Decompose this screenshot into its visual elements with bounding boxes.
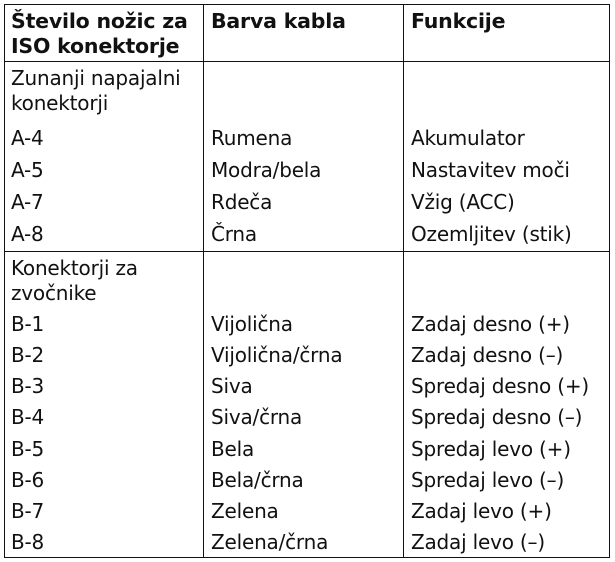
column-divider xyxy=(203,5,204,557)
cable-color-cell: Vijolična xyxy=(211,312,293,336)
function-cell: Spredaj desno (+) xyxy=(411,374,589,398)
pin-cell: B-1 xyxy=(11,312,45,336)
group-title-line-1: Konektorji za xyxy=(11,256,138,280)
cable-color-cell: Rumena xyxy=(211,126,293,150)
cable-color-cell: Siva/črna xyxy=(211,405,303,429)
cable-color-cell: Vijolična/črna xyxy=(211,343,343,367)
function-cell: Nastavitev moči xyxy=(411,158,570,182)
header-pin-line-2: ISO konektorje xyxy=(11,34,180,58)
cable-color-cell: Bela xyxy=(211,437,255,461)
pin-cell: B-4 xyxy=(11,405,45,429)
pin-cell: A-4 xyxy=(11,126,44,150)
group-title-line-1: Zunanji napajalni xyxy=(11,66,181,90)
cable-color-cell: Bela/črna xyxy=(211,468,304,492)
group-title-line-2: konektorji xyxy=(11,91,109,115)
function-cell: Zadaj levo (+) xyxy=(411,499,552,523)
function-cell: Spredaj desno (–) xyxy=(411,405,583,429)
pin-cell: B-7 xyxy=(11,499,45,523)
function-cell: Vžig (ACC) xyxy=(411,190,515,214)
pin-cell: B-2 xyxy=(11,343,45,367)
pin-cell: B-5 xyxy=(11,437,45,461)
function-cell: Zadaj desno (+) xyxy=(411,312,570,336)
group-title-line-2: zvočnike xyxy=(11,281,97,305)
header-pin-line-1: Število nožic za xyxy=(11,9,188,33)
function-cell: Zadaj desno (–) xyxy=(411,343,564,367)
header-cable-color: Barva kabla xyxy=(211,9,346,33)
header-functions: Funkcije xyxy=(411,9,506,33)
column-divider xyxy=(403,5,404,557)
function-cell: Spredaj levo (+) xyxy=(411,437,571,461)
pin-cell: B-6 xyxy=(11,468,45,492)
function-cell: Akumulator xyxy=(411,126,525,150)
pin-cell: B-8 xyxy=(11,530,45,554)
pin-cell: B-3 xyxy=(11,374,45,398)
function-cell: Ozemljitev (stik) xyxy=(411,222,572,246)
header-divider xyxy=(5,61,609,62)
group-divider xyxy=(5,251,609,252)
cable-color-cell: Zelena xyxy=(211,499,279,523)
function-cell: Spredaj levo (–) xyxy=(411,468,565,492)
iso-connector-table xyxy=(4,4,610,558)
cable-color-cell: Zelena/črna xyxy=(211,530,329,554)
pin-cell: A-8 xyxy=(11,222,44,246)
function-cell: Zadaj levo (–) xyxy=(411,530,545,554)
cable-color-cell: Črna xyxy=(211,222,257,246)
cable-color-cell: Modra/bela xyxy=(211,158,322,182)
pin-cell: A-5 xyxy=(11,158,44,182)
cable-color-cell: Siva xyxy=(211,374,253,398)
cable-color-cell: Rdeča xyxy=(211,190,273,214)
pin-cell: A-7 xyxy=(11,190,44,214)
